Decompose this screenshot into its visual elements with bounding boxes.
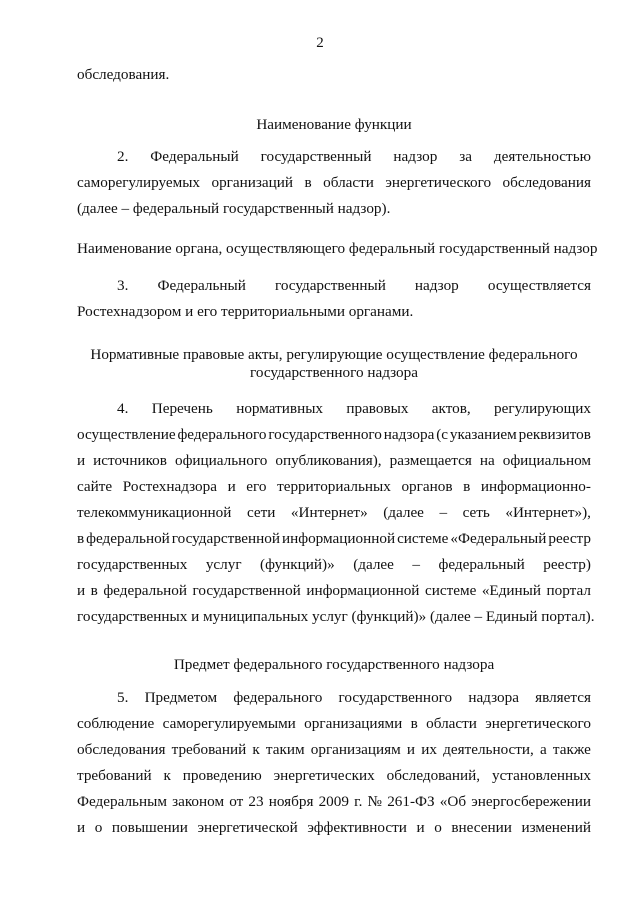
paragraph-line: в федеральной государственной информационной системе «Федеральный реестр	[77, 530, 591, 547]
paragraph-line: Федеральным законом от 23 ноября 2009 г. № 261-ФЗ «Об энергосбережении	[77, 793, 591, 810]
section-heading-legal-acts: Нормативные правовые акты, регулирующие осуществление федерального государственного надзора	[90, 346, 578, 381]
paragraph-line: требований к проведению энергетических обследований, установленных	[77, 767, 591, 784]
paragraph-line: сайте Ростехнадзора и его территориальных органов в информационно-	[77, 478, 591, 495]
paragraph-line: обследования требований к таким организациям и их деятельности, а также	[77, 741, 591, 758]
intro-text: обследования.	[77, 66, 170, 83]
section-heading-authority-name: Наименование органа, осуществляющего федеральный государственный надзор	[77, 240, 598, 257]
paragraph-line: государственных и муниципальных услуг (функций)» (далее – Единый портал).	[77, 608, 595, 625]
paragraph-line: и о повышении энергетической эффективности и о внесении изменений	[77, 819, 591, 836]
paragraph-5	[77, 685, 591, 841]
page-number: 2	[316, 35, 324, 51]
paragraph-4	[77, 396, 595, 630]
paragraph-line: 2. Федеральный государственный надзор за деятельностью	[117, 148, 591, 165]
section-heading-function-name: Наименование функции	[256, 116, 412, 133]
paragraph-2	[77, 144, 591, 222]
paragraph-line: (далее – федеральный государственный надзор).	[77, 200, 391, 217]
paragraph-line: и в федеральной государственной информационной системе «Единый портал	[77, 582, 591, 599]
paragraph-line: телекоммуникационной сети «Интернет» (далее – сеть «Интернет»),	[77, 504, 591, 521]
paragraph-line: 3. Федеральный государственный надзор осуществляется	[117, 277, 591, 294]
paragraph-line: 5. Предметом федерального государственного надзора является	[117, 689, 591, 706]
paragraph-line: соблюдение саморегулируемыми организациями в области энергетического	[77, 715, 591, 732]
paragraph-line: Ростехнадзором и его территориальными органами.	[77, 303, 414, 320]
paragraph-3	[77, 273, 591, 325]
paragraph-line: и источников официального опубликования), размещается на официальном	[77, 452, 591, 469]
section-heading-subject: Предмет федерального государственного надзора	[173, 656, 495, 673]
paragraph-line: осуществление федерального государственного надзора (с указанием реквизитов	[77, 426, 591, 443]
paragraph-line: государственных услуг (функций)» (далее – федеральный реестр)	[77, 556, 591, 573]
paragraph-line: 4. Перечень нормативных правовых актов, регулирующих	[117, 400, 591, 417]
paragraph-line: саморегулируемых организаций в области энергетического обследования	[77, 174, 591, 191]
